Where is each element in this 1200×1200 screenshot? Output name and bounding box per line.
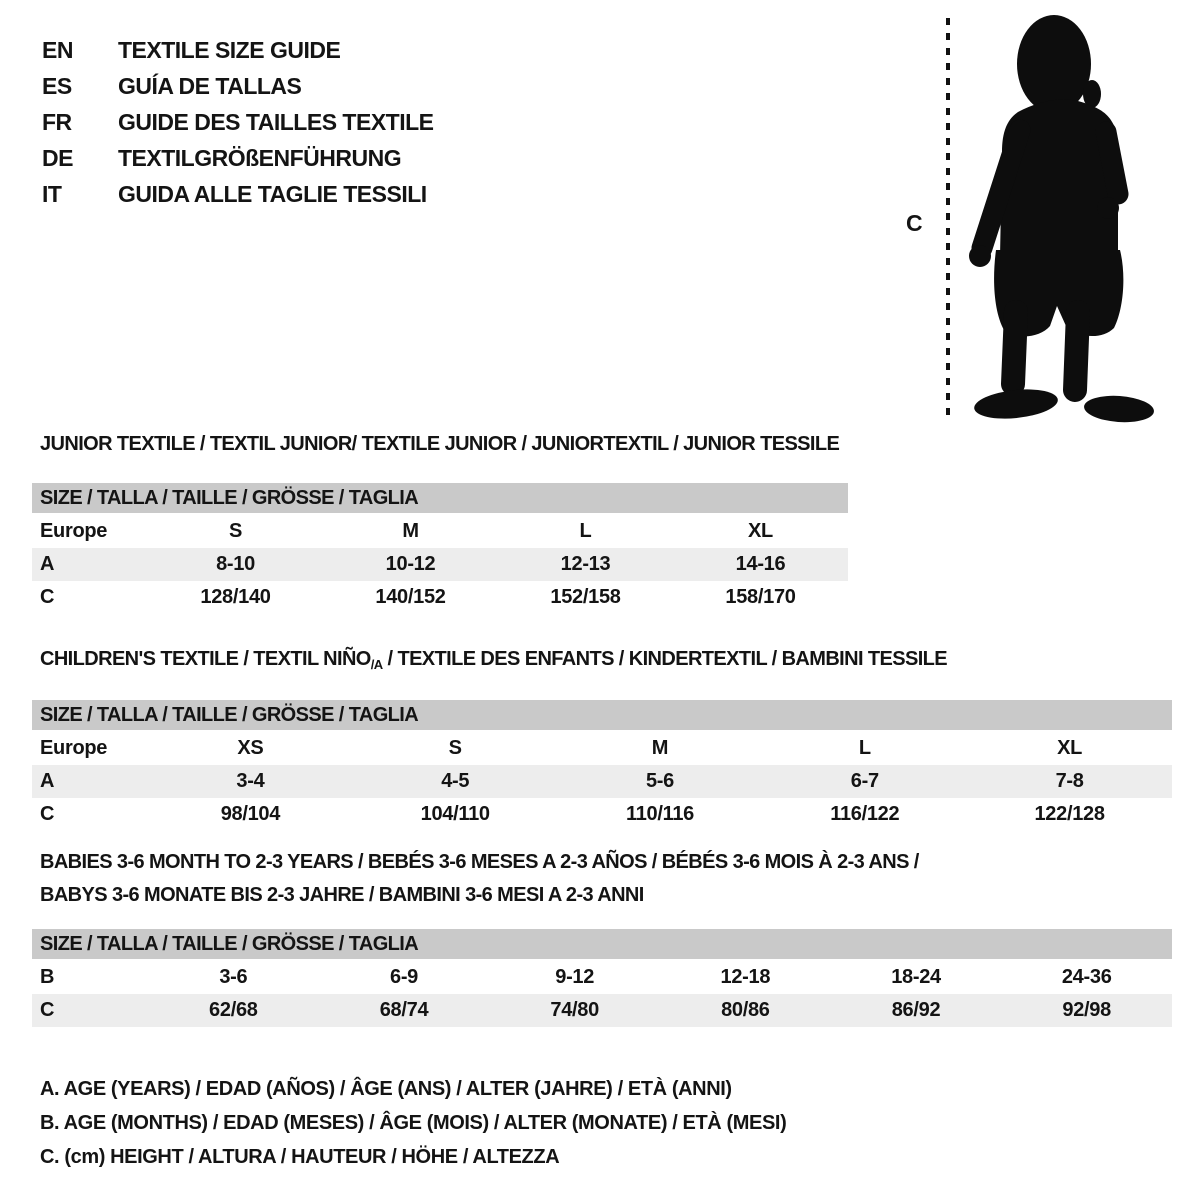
height-cell: 62/68 (209, 999, 258, 1021)
language-code: DE (42, 145, 73, 171)
age-cell: 5-6 (645, 770, 674, 792)
height-cell: 122/128 (1034, 803, 1105, 825)
age-cell: 3-4 (236, 770, 265, 792)
age-cell: 6-7 (850, 770, 879, 792)
table-row-europe (32, 732, 1172, 765)
language-title-list (42, 32, 434, 212)
footnote-age-months: B. AGE (MONTHS) / EDAD (MESES) / ÂGE (MOIS) / ALTER (MONATE) / ETÀ (MESI) (40, 1112, 787, 1134)
height-cell: 140/152 (375, 586, 446, 608)
age-cell: 14-16 (735, 553, 786, 575)
age-cell: 10-12 (385, 553, 436, 575)
guide-title-en: TEXTILE SIZE GUIDE (118, 37, 341, 63)
children-section-title (40, 648, 947, 671)
age-cell: 7-8 (1055, 770, 1084, 792)
guide-title-fr: GUIDE DES TAILLES TEXTILE (118, 109, 434, 135)
language-row-es (42, 68, 434, 104)
size-table-header: SIZE / TALLA / TAILLE / GRÖSSE / TAGLIA (32, 483, 848, 513)
size-cell: M (402, 520, 419, 542)
table-row-height (32, 994, 1172, 1027)
height-cell: 128/140 (200, 586, 271, 608)
months-cell: 3-6 (219, 966, 248, 988)
months-cell: 6-9 (390, 966, 419, 988)
height-cell: 152/158 (550, 586, 621, 608)
height-cell: 80/86 (721, 999, 770, 1021)
language-code: FR (42, 109, 72, 135)
height-cell: 158/170 (725, 586, 796, 608)
size-cell: XL (748, 520, 773, 542)
junior-section-title: JUNIOR TEXTILE / TEXTIL JUNIOR/ TEXTILE JUNIOR / JUNIORTEXTIL / JUNIOR TESSILE (40, 433, 840, 455)
row-label: Europe (40, 520, 108, 542)
guide-title-es: GUÍA DE TALLAS (118, 73, 302, 99)
height-cell: 74/80 (550, 999, 599, 1021)
height-cell: 110/116 (625, 803, 694, 825)
size-table-header: SIZE / TALLA / TAILLE / GRÖSSE / TAGLIA (32, 700, 1172, 730)
table-row-months (32, 961, 1172, 994)
height-cell: 116/122 (830, 803, 900, 825)
babies-size-table (32, 929, 1172, 1027)
table-row-age (32, 548, 848, 581)
language-row-en (42, 32, 434, 68)
size-cell: XL (1057, 737, 1083, 759)
size-cell: XS (237, 737, 264, 759)
age-cell: 4-5 (441, 770, 470, 792)
age-cell: 12-13 (560, 553, 611, 575)
language-code: ES (42, 73, 72, 99)
language-code: EN (42, 37, 73, 63)
babies-title-line2: BABYS 3-6 MONATE BIS 2-3 JAHRE / BAMBINI 3-6 MESI A 2-3 ANNI (40, 884, 644, 906)
row-label: Europe (40, 737, 108, 759)
months-cell: 18-24 (891, 966, 941, 988)
height-measure-label: C (906, 210, 923, 236)
children-size-table (32, 700, 1172, 831)
height-cell: 104/110 (420, 803, 490, 825)
months-cell: 12-18 (720, 966, 771, 988)
table-row-height (32, 798, 1172, 831)
row-label: C (40, 586, 55, 608)
row-label: C (40, 803, 55, 825)
table-row-europe (32, 515, 848, 548)
size-cell: S (228, 520, 243, 542)
guide-title-it: GUIDA ALLE TAGLIE TESSILI (118, 181, 427, 207)
row-label: A (40, 770, 55, 792)
months-cell: 24-36 (1061, 966, 1112, 988)
guide-title-de: TEXTILGRÖßENFÜHRUNG (118, 145, 402, 171)
months-cell: 9-12 (555, 966, 595, 988)
row-label: A (40, 553, 55, 575)
language-row-it (42, 176, 434, 212)
footnote-age-years: A. AGE (YEARS) / EDAD (AÑOS) / ÂGE (ANS) / ALTER (JAHRE) / ETÀ (ANNI) (40, 1078, 732, 1100)
size-cell: S (448, 737, 462, 759)
legend-footnotes (40, 1072, 786, 1174)
toddler-silhouette-icon (956, 12, 1158, 424)
language-code: IT (42, 181, 62, 207)
babies-title-line1: BABIES 3-6 MONTH TO 2-3 YEARS / BEBÉS 3-6 MESES A 2-3 AÑOS / BÉBÉS 3-6 MOIS À 2-3 ANS / (40, 851, 919, 873)
size-cell: M (651, 737, 669, 759)
children-title-part: / TEXTILE DES ENFANTS / KINDERTEXTIL / BAMBINI TESSILE (382, 648, 948, 670)
size-cell: L (858, 737, 871, 759)
height-cell: 92/98 (1062, 999, 1111, 1021)
age-cell: 8-10 (216, 553, 255, 575)
table-row-age (32, 765, 1172, 798)
junior-size-table (32, 483, 848, 614)
row-label: C (40, 999, 55, 1021)
size-table-header: SIZE / TALLA / TAILLE / GRÖSSE / TAGLIA (32, 929, 1172, 959)
size-cell: L (579, 520, 592, 542)
children-title-subscript: /A (370, 657, 383, 672)
children-title-part: CHILDREN'S TEXTILE / TEXTIL NIÑO (40, 648, 371, 670)
height-cell: 68/74 (379, 999, 429, 1021)
row-label: B (40, 966, 55, 988)
height-cell: 98/104 (220, 803, 281, 825)
footnote-height-cm: C. (cm) HEIGHT / ALTURA / HAUTEUR / HÖHE / ALTEZZA (40, 1146, 560, 1168)
babies-section-title (40, 846, 919, 912)
language-row-fr (42, 104, 434, 140)
height-cell: 86/92 (891, 999, 941, 1021)
table-row-height (32, 581, 848, 614)
height-dashed-line (944, 18, 952, 420)
language-row-de (42, 140, 434, 176)
